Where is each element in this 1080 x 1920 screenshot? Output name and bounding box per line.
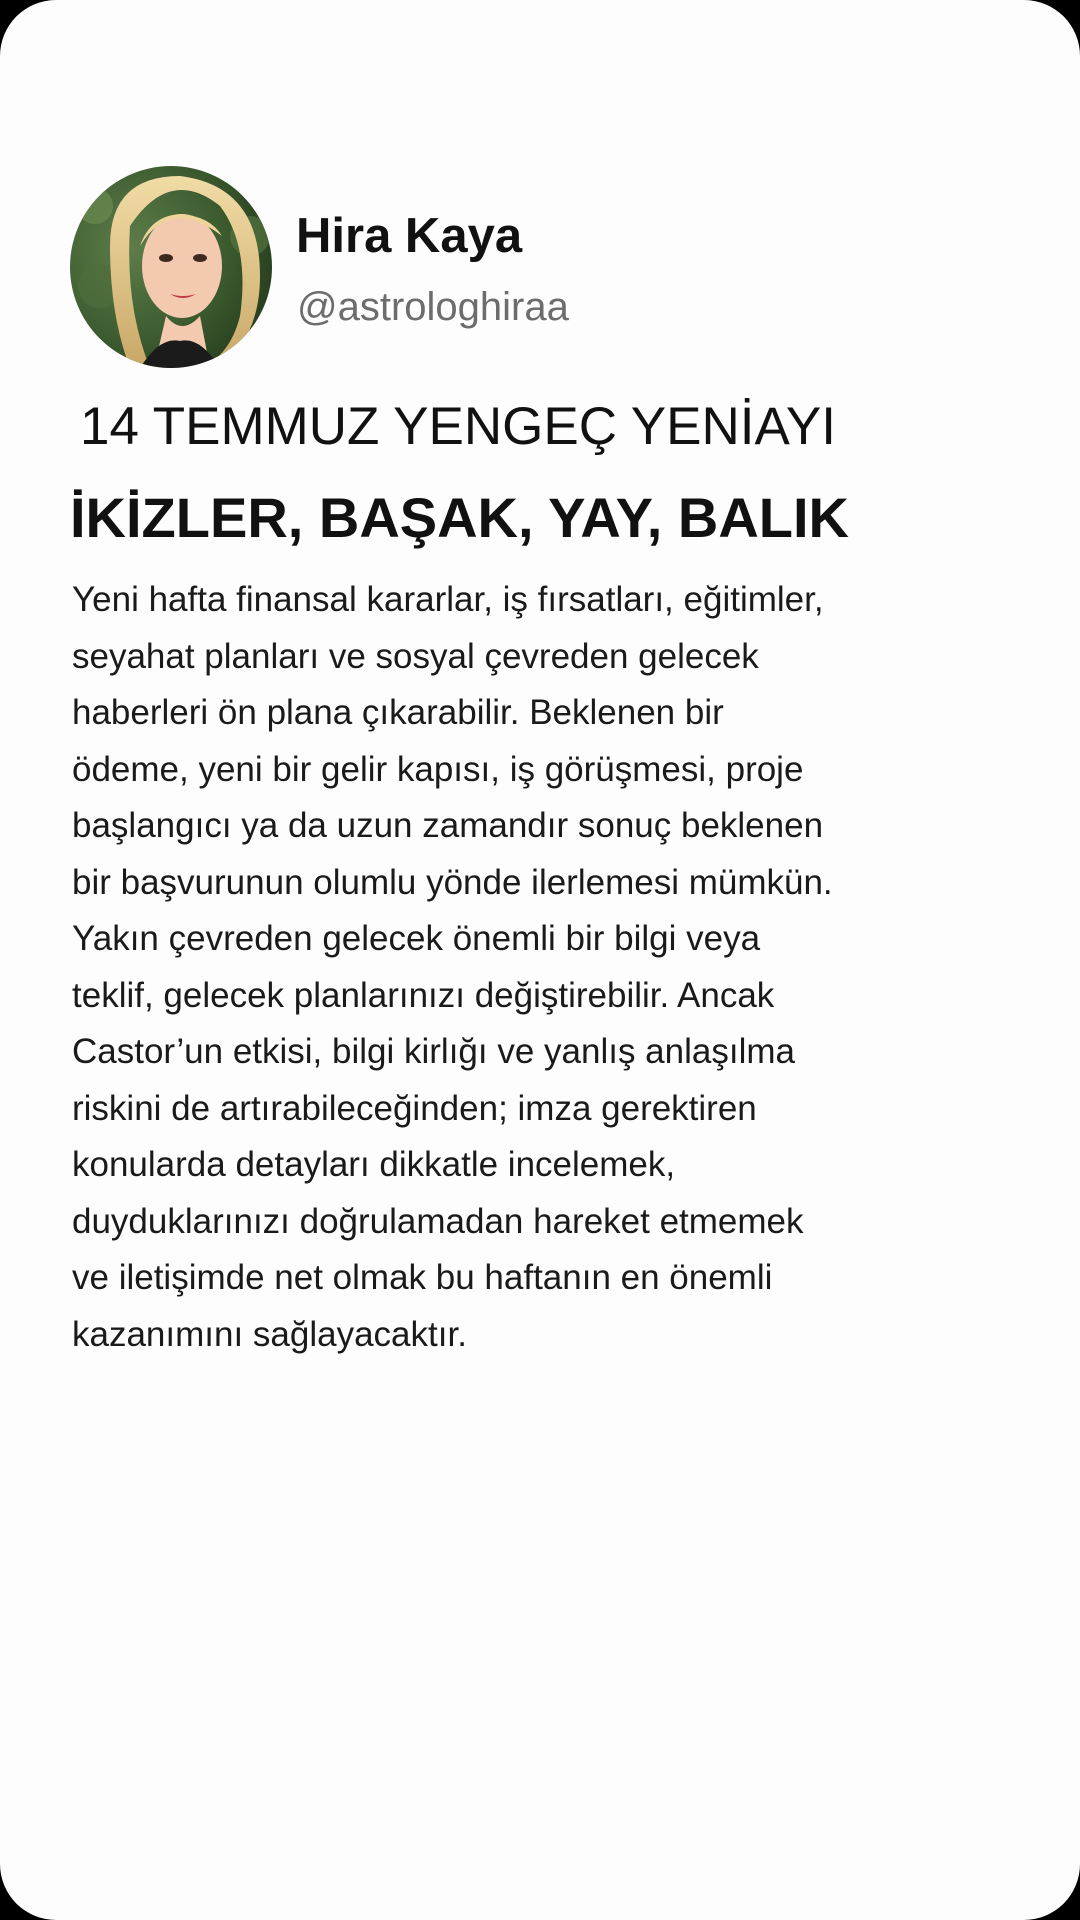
post-body bbox=[72, 572, 1032, 1363]
body-line: seyahat planları ve sosyal çevreden gelecek bbox=[72, 636, 759, 676]
body-line: Castor’un etkisi, bilgi kirlığı ve yanlış anlaşılma bbox=[72, 1032, 795, 1071]
body-line: ödeme, yeni bir gelir kapısı, iş görüşmesi, proje bbox=[72, 749, 804, 789]
body-line: duyduklarınızı doğrulamadan hareket etmemek bbox=[72, 1201, 804, 1241]
body-line: riskini de artırabileceğinden; imza gerektiren bbox=[72, 1088, 757, 1128]
body-line: bir başvurunun olumlu yönde ilerlemesi mümkün. bbox=[72, 862, 833, 902]
body-line: ve iletişimde net olmak bu haftanın en önemli bbox=[72, 1258, 773, 1297]
post-title: 14 TEMMUZ YENGEÇ YENİAYI bbox=[80, 397, 836, 456]
body-line: haberleri ön plana çıkarabilir. Beklenen bir bbox=[72, 693, 724, 732]
body-line: Yeni hafta finansal kararlar, iş fırsatları, eğitimler, bbox=[72, 580, 824, 619]
author-handle[interactable]: @astrologhiraa bbox=[297, 285, 569, 329]
body-line: konularda detayları dikkatle incelemek, bbox=[72, 1145, 676, 1184]
author-display-name[interactable]: Hira Kaya bbox=[296, 209, 523, 263]
body-line: Yakın çevreden gelecek önemli bir bilgi veya bbox=[72, 919, 761, 958]
post-subtitle: İKİZLER, BAŞAK, YAY, BALIK bbox=[70, 486, 849, 549]
avatar[interactable] bbox=[70, 166, 272, 368]
profile-photo-icon bbox=[70, 166, 272, 368]
body-line: kazanımını sağlayacaktır. bbox=[72, 1314, 467, 1354]
body-line: teklif, gelecek planlarınızı değiştirebilir. Ancak bbox=[72, 975, 775, 1015]
body-line: başlangıcı ya da uzun zamandır sonuç beklenen bbox=[72, 806, 824, 845]
